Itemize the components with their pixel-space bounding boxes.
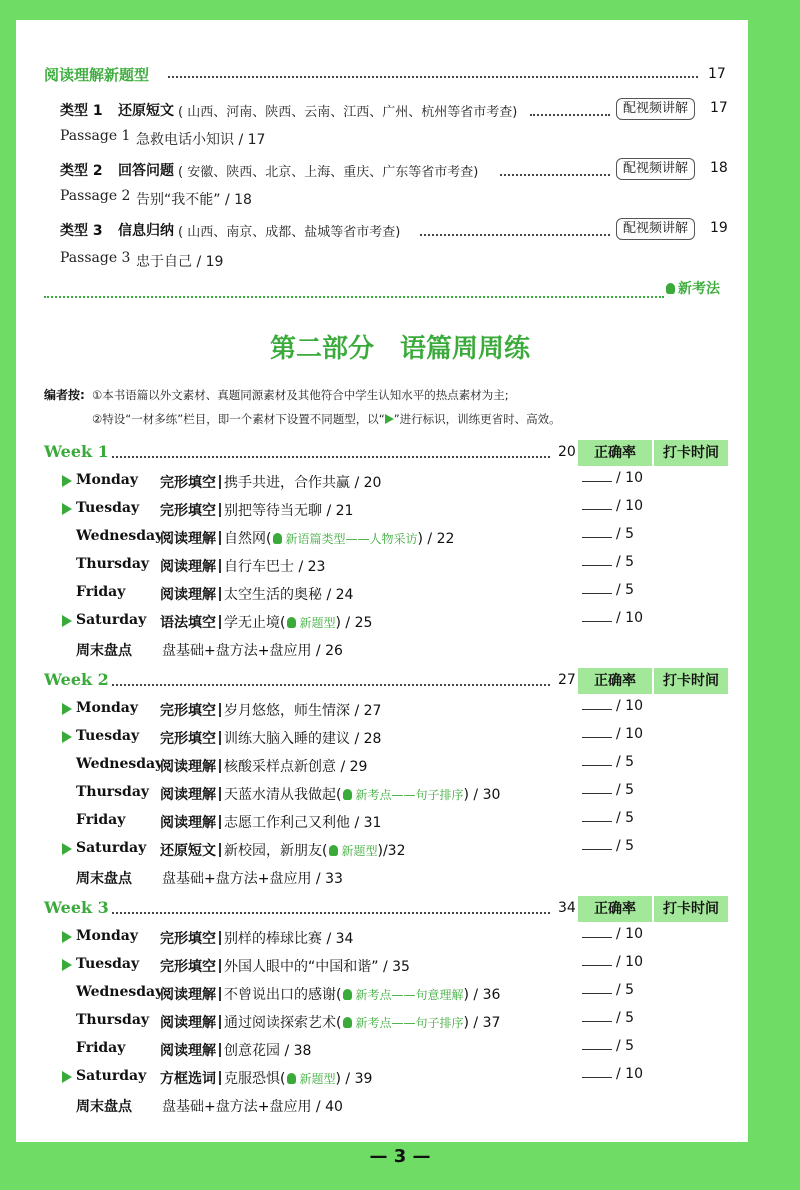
weekend-label: 周末盘点 bbox=[76, 871, 132, 887]
week-title: Week 1 bbox=[44, 442, 109, 461]
score-total: / 5 bbox=[616, 982, 635, 998]
col-accuracy-header: 正确率 bbox=[578, 668, 652, 694]
exercise-entry bbox=[160, 728, 381, 748]
weekday-label: Wednesday bbox=[76, 756, 164, 772]
score-blank bbox=[582, 821, 612, 822]
score-total: / 5 bbox=[616, 1010, 635, 1026]
score-blank bbox=[582, 1049, 612, 1050]
week-page: 34 bbox=[558, 900, 576, 916]
score-blank bbox=[582, 1021, 612, 1022]
score-field bbox=[582, 926, 643, 942]
exercise-topic: 训练大脑入睡的建议 / 28 bbox=[224, 731, 382, 747]
exercise-topic: 核酸采样点新创意 / 29 bbox=[224, 759, 368, 775]
weekday-label: Thursday bbox=[76, 556, 150, 572]
page-number: — 3 — bbox=[369, 1146, 431, 1167]
divider-bar bbox=[219, 559, 221, 573]
exercise-topic-end: ) / 36 bbox=[463, 987, 501, 1003]
exercise-type: 还原短文 bbox=[160, 843, 216, 859]
part-title: 第二部分 语篇周周练 bbox=[269, 334, 530, 364]
editor-note-line2-post: ”进行标识，训练更省时、高效。 bbox=[393, 412, 561, 426]
divider-bar bbox=[219, 587, 221, 601]
exercise-topic: 学无止境( bbox=[224, 615, 286, 631]
type-name: 回答问题 bbox=[118, 163, 174, 179]
exercise-entry bbox=[160, 812, 381, 832]
weekday-label: Tuesday bbox=[76, 728, 140, 744]
bulb-icon bbox=[329, 845, 338, 856]
passage-text: 急救电话小知识 / 17 bbox=[136, 132, 266, 148]
score-field bbox=[582, 610, 643, 626]
leader-dots bbox=[168, 76, 698, 78]
weekend-text: 盘基础+盘方法+盘应用 / 33 bbox=[162, 871, 343, 887]
exercise-type: 阅读理解 bbox=[160, 759, 216, 775]
editor-note-label: 编者按: bbox=[44, 388, 85, 402]
score-field bbox=[582, 1010, 634, 1026]
exercise-topic-end: ) / 39 bbox=[335, 1071, 373, 1087]
score-field bbox=[582, 1038, 634, 1054]
exercise-tag: 新考点——句子排序 bbox=[355, 1016, 464, 1030]
exercise-topic: 外国人眼中的“中国和谐” / 35 bbox=[224, 959, 410, 975]
bulb-icon bbox=[287, 1073, 296, 1084]
exercise-topic-end: ) / 37 bbox=[463, 1015, 501, 1031]
divider-bar bbox=[219, 1043, 221, 1057]
type-regions: ( 安徽、陕西、北京、上海、重庆、广东等省市考查) bbox=[178, 165, 479, 180]
exercise-entry bbox=[160, 500, 353, 520]
exercise-entry bbox=[160, 612, 372, 632]
weekend-label: 周末盘点 bbox=[76, 1099, 132, 1115]
divider-bar bbox=[219, 843, 221, 857]
exercise-topic: 岁月悠悠，师生情深 / 27 bbox=[224, 703, 382, 719]
type-regions: ( 山西、河南、陕西、云南、江西、广州、杭州等省市考查) bbox=[178, 105, 518, 120]
divider-bar bbox=[219, 759, 221, 773]
exercise-topic: 志愿工作利己又利他 / 31 bbox=[224, 815, 382, 831]
bulb-icon bbox=[273, 533, 282, 544]
score-field bbox=[582, 982, 634, 998]
exercise-topic: 自然网( bbox=[224, 531, 272, 547]
divider-bar bbox=[219, 1071, 221, 1085]
col-accuracy-header: 正确率 bbox=[578, 440, 652, 466]
score-field bbox=[582, 698, 643, 714]
divider-bar bbox=[219, 475, 221, 489]
editor-note-line1: ①本书语篇以外文素材、真题同源素材及其他符合中学生认知水平的热点素材为主; bbox=[92, 388, 509, 402]
score-total: / 5 bbox=[616, 554, 635, 570]
weekday-label: Friday bbox=[76, 1040, 126, 1056]
weekday-label: Saturday bbox=[76, 840, 147, 856]
score-blank bbox=[582, 509, 612, 510]
score-total: / 10 bbox=[616, 1066, 643, 1082]
score-total: / 5 bbox=[616, 754, 635, 770]
video-explain-badge: 配视频讲解 bbox=[616, 98, 695, 120]
exercise-entry bbox=[160, 528, 454, 548]
divider-bar bbox=[219, 731, 221, 745]
weekday-label: Wednesday bbox=[76, 984, 164, 1000]
exercise-tag: 新题型 bbox=[341, 844, 378, 858]
exercise-topic: 太空生活的奥秘 / 24 bbox=[224, 587, 354, 603]
score-field bbox=[582, 810, 634, 826]
score-total: / 10 bbox=[616, 954, 643, 970]
exercise-topic: 别样的棒球比赛 / 34 bbox=[224, 931, 354, 947]
score-field bbox=[582, 498, 643, 514]
bulb-icon bbox=[343, 1017, 352, 1028]
weekday-label: Wednesday bbox=[76, 528, 164, 544]
score-total: / 10 bbox=[616, 498, 643, 514]
play-arrow-icon bbox=[62, 703, 72, 715]
passage-label: Passage 3 bbox=[60, 250, 131, 266]
score-total: / 10 bbox=[616, 698, 643, 714]
exercise-topic-end: )/32 bbox=[377, 843, 406, 859]
leader-dots bbox=[500, 174, 610, 176]
divider-bar bbox=[219, 531, 221, 545]
editor-note-line2-pre: ②特设“一材多练”栏目，即一个素材下设置不同题型，以“ bbox=[92, 412, 385, 426]
score-field bbox=[582, 470, 643, 486]
exercise-entry bbox=[160, 956, 410, 976]
divider-bar bbox=[219, 931, 221, 945]
exercise-topic: 自行车巴士 / 23 bbox=[224, 559, 326, 575]
exercise-topic-end: ) / 22 bbox=[417, 531, 455, 547]
score-total: / 5 bbox=[616, 582, 635, 598]
exercise-tag: 新题型 bbox=[299, 1072, 336, 1086]
score-blank bbox=[582, 849, 612, 850]
exercise-entry bbox=[160, 928, 353, 948]
reading-section-title: 阅读理解新题型 bbox=[44, 66, 150, 84]
passage-label: Passage 2 bbox=[60, 188, 131, 204]
score-blank bbox=[582, 621, 612, 622]
weekday-label: Monday bbox=[76, 700, 139, 716]
exercise-type: 阅读理解 bbox=[160, 815, 216, 831]
passage-text: 忠于自己 / 19 bbox=[136, 254, 224, 270]
section-divider bbox=[44, 296, 664, 298]
score-field bbox=[582, 554, 634, 570]
score-total: / 5 bbox=[616, 1038, 635, 1054]
score-blank bbox=[582, 937, 612, 938]
score-field bbox=[582, 838, 634, 854]
exercise-topic: 不曾说出口的感谢( bbox=[224, 987, 342, 1003]
score-blank bbox=[582, 565, 612, 566]
new-method-tag bbox=[664, 278, 720, 298]
exercise-topic: 新校园，新朋友( bbox=[224, 843, 328, 859]
exercise-topic: 别把等待当无聊 / 21 bbox=[224, 503, 354, 519]
exercise-type: 阅读理解 bbox=[160, 587, 216, 603]
play-arrow-icon bbox=[385, 414, 394, 424]
weekday-label: Saturday bbox=[76, 1068, 147, 1084]
divider-bar bbox=[219, 1015, 221, 1029]
week-title: Week 3 bbox=[44, 898, 109, 917]
weekend-label: 周末盘点 bbox=[76, 643, 132, 659]
exercise-type: 方框选词 bbox=[160, 1071, 216, 1087]
play-arrow-icon bbox=[62, 475, 72, 487]
score-field bbox=[582, 582, 634, 598]
weekday-label: Thursday bbox=[76, 1012, 150, 1028]
play-arrow-icon bbox=[62, 503, 72, 515]
type-page: 19 bbox=[710, 220, 728, 236]
exercise-topic: 携手共进，合作共赢 / 20 bbox=[224, 475, 382, 491]
exercise-entry bbox=[160, 584, 353, 604]
exercise-type: 阅读理解 bbox=[160, 531, 216, 547]
score-field bbox=[582, 726, 643, 742]
exercise-tag: 新语篇类型——人物采访 bbox=[285, 532, 418, 546]
score-blank bbox=[582, 765, 612, 766]
exercise-type: 完形填空 bbox=[160, 931, 216, 947]
score-total: / 5 bbox=[616, 838, 635, 854]
new-method-label: 新考法 bbox=[678, 281, 720, 297]
type-label: 类型 1 bbox=[60, 103, 103, 119]
play-arrow-icon bbox=[62, 615, 72, 627]
score-field bbox=[582, 526, 634, 542]
weekday-label: Friday bbox=[76, 812, 126, 828]
exercise-topic: 创意花园 / 38 bbox=[224, 1043, 312, 1059]
score-field bbox=[582, 1066, 643, 1082]
play-arrow-icon bbox=[62, 1071, 72, 1083]
col-checkin-header: 打卡时间 bbox=[654, 896, 728, 922]
weekday-label: Saturday bbox=[76, 612, 147, 628]
exercise-entry bbox=[160, 1040, 311, 1060]
type-page: 17 bbox=[710, 100, 728, 116]
exercise-topic: 天蓝水清从我做起( bbox=[224, 787, 342, 803]
leader-dots bbox=[112, 912, 550, 914]
leader-dots bbox=[112, 684, 550, 686]
score-blank bbox=[582, 709, 612, 710]
weekday-label: Monday bbox=[76, 472, 139, 488]
score-blank bbox=[582, 793, 612, 794]
exercise-entry bbox=[160, 472, 381, 492]
video-explain-badge: 配视频讲解 bbox=[616, 158, 695, 180]
divider-bar bbox=[219, 987, 221, 1001]
exercise-topic-end: ) / 25 bbox=[335, 615, 373, 631]
score-blank bbox=[582, 481, 612, 482]
reading-section-page: 17 bbox=[708, 66, 726, 82]
leader-dots bbox=[420, 234, 610, 236]
editor-note-line2 bbox=[92, 411, 561, 427]
score-blank bbox=[582, 965, 612, 966]
score-field bbox=[582, 954, 643, 970]
leader-dots bbox=[530, 114, 610, 116]
play-arrow-icon bbox=[62, 959, 72, 971]
divider-bar bbox=[219, 959, 221, 973]
video-explain-badge: 配视频讲解 bbox=[616, 218, 695, 240]
score-blank bbox=[582, 737, 612, 738]
score-total: / 5 bbox=[616, 526, 635, 542]
score-blank bbox=[582, 537, 612, 538]
weekend-text: 盘基础+盘方法+盘应用 / 26 bbox=[162, 643, 343, 659]
score-total: / 5 bbox=[616, 810, 635, 826]
score-total: / 10 bbox=[616, 610, 643, 626]
divider-bar bbox=[219, 615, 221, 629]
exercise-type: 阅读理解 bbox=[160, 787, 216, 803]
col-accuracy-header: 正确率 bbox=[578, 896, 652, 922]
bulb-icon bbox=[343, 789, 352, 800]
exercise-entry bbox=[160, 700, 381, 720]
score-blank bbox=[582, 993, 612, 994]
exercise-type: 语法填空 bbox=[160, 615, 216, 631]
score-total: / 10 bbox=[616, 726, 643, 742]
divider-bar bbox=[219, 703, 221, 717]
bulb-icon bbox=[343, 989, 352, 1000]
exercise-tag: 新考点——句意理解 bbox=[355, 988, 464, 1002]
score-field bbox=[582, 754, 634, 770]
exercise-entry bbox=[160, 1012, 500, 1032]
exercise-entry bbox=[160, 840, 405, 860]
exercise-topic: 克服恐惧( bbox=[224, 1071, 286, 1087]
week-page: 20 bbox=[558, 444, 576, 460]
exercise-tag: 新考点——句子排序 bbox=[355, 788, 464, 802]
weekday-label: Tuesday bbox=[76, 500, 140, 516]
exercise-entry bbox=[160, 784, 500, 804]
leader-dots bbox=[112, 456, 550, 458]
score-total: / 10 bbox=[616, 470, 643, 486]
exercise-topic-end: ) / 30 bbox=[463, 787, 501, 803]
exercise-type: 完形填空 bbox=[160, 731, 216, 747]
weekday-label: Thursday bbox=[76, 784, 150, 800]
play-arrow-icon bbox=[62, 931, 72, 943]
col-checkin-header: 打卡时间 bbox=[654, 668, 728, 694]
exercise-tag: 新题型 bbox=[299, 616, 336, 630]
exercise-topic: 通过阅读探索艺术( bbox=[224, 1015, 342, 1031]
exercise-type: 完形填空 bbox=[160, 503, 216, 519]
col-checkin-header: 打卡时间 bbox=[654, 440, 728, 466]
weekend-text: 盘基础+盘方法+盘应用 / 40 bbox=[162, 1099, 343, 1115]
score-field bbox=[582, 782, 634, 798]
type-name: 还原短文 bbox=[118, 103, 174, 119]
score-total: / 5 bbox=[616, 782, 635, 798]
type-name: 信息归纳 bbox=[118, 223, 174, 239]
exercise-type: 阅读理解 bbox=[160, 1043, 216, 1059]
exercise-entry bbox=[160, 1068, 372, 1088]
score-blank bbox=[582, 593, 612, 594]
exercise-entry bbox=[160, 984, 500, 1004]
passage-label: Passage 1 bbox=[60, 128, 131, 144]
bulb-icon bbox=[666, 283, 675, 294]
exercise-entry bbox=[160, 556, 325, 576]
score-blank bbox=[582, 1077, 612, 1078]
type-label: 类型 3 bbox=[60, 223, 103, 239]
exercise-type: 阅读理解 bbox=[160, 559, 216, 575]
exercise-type: 阅读理解 bbox=[160, 1015, 216, 1031]
weekday-label: Monday bbox=[76, 928, 139, 944]
play-arrow-icon bbox=[62, 731, 72, 743]
play-arrow-icon bbox=[62, 843, 72, 855]
exercise-entry bbox=[160, 756, 367, 776]
divider-bar bbox=[219, 787, 221, 801]
type-label: 类型 2 bbox=[60, 163, 103, 179]
week-title: Week 2 bbox=[44, 670, 109, 689]
weekday-label: Tuesday bbox=[76, 956, 140, 972]
exercise-type: 完形填空 bbox=[160, 959, 216, 975]
exercise-type: 完形填空 bbox=[160, 475, 216, 491]
passage-text: 告别“我不能” / 18 bbox=[136, 192, 252, 208]
divider-bar bbox=[219, 815, 221, 829]
type-regions: ( 山西、南京、成都、盐城等省市考查) bbox=[178, 225, 401, 240]
divider-bar bbox=[219, 503, 221, 517]
week-page: 27 bbox=[558, 672, 576, 688]
type-page: 18 bbox=[710, 160, 728, 176]
exercise-type: 阅读理解 bbox=[160, 987, 216, 1003]
exercise-type: 完形填空 bbox=[160, 703, 216, 719]
score-total: / 10 bbox=[616, 926, 643, 942]
weekday-label: Friday bbox=[76, 584, 126, 600]
bulb-icon bbox=[287, 617, 296, 628]
